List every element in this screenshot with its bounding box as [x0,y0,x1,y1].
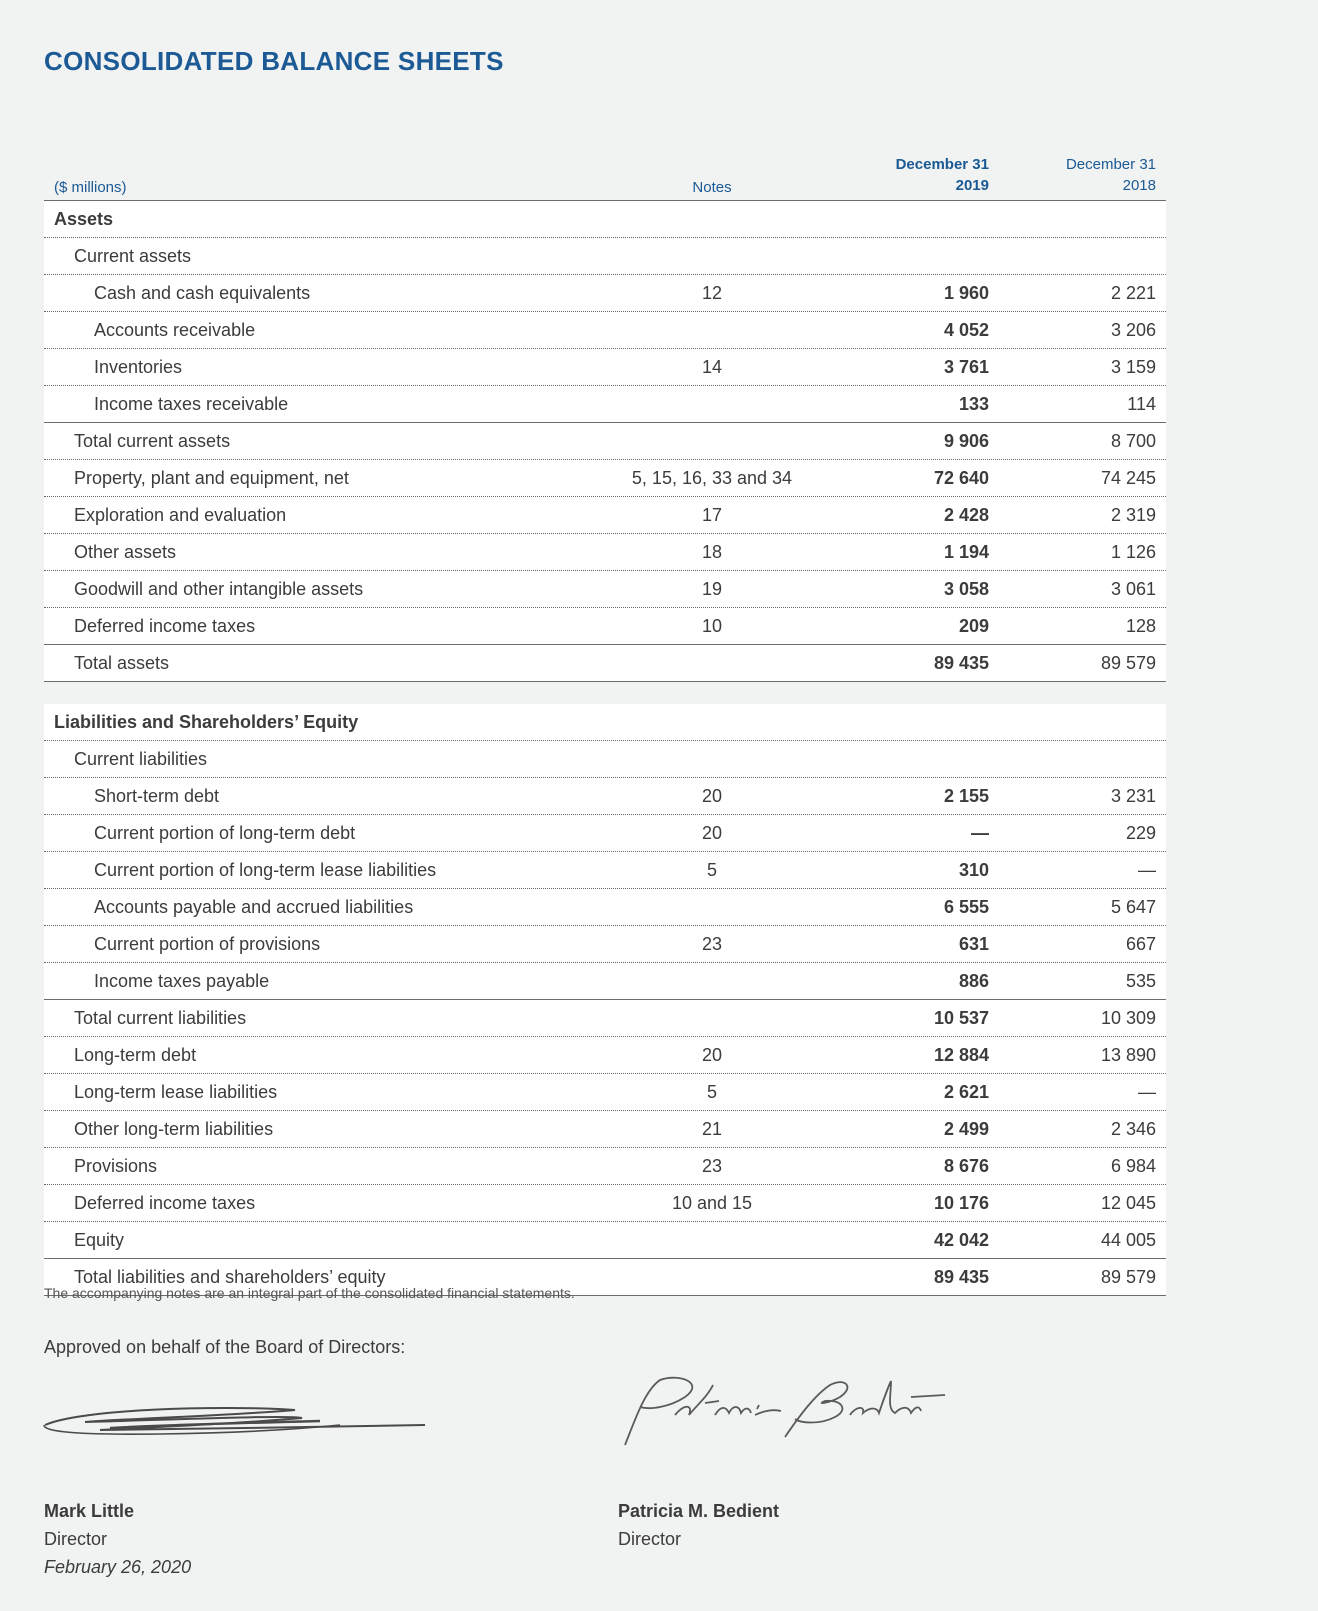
balance-sheet-table [44,150,1166,1296]
row-label: Inventories [94,357,183,377]
table-row [44,1037,1166,1074]
table-row [44,534,1166,571]
value-2018: 8 700 [1110,431,1156,451]
value-2019: 89 435 [933,653,989,673]
value-2018: 44 005 [1100,1230,1156,1250]
row-label: Current portion of provisions [94,934,321,954]
table-row [44,349,1166,386]
value-2018: — [1138,1082,1156,1102]
table-row [44,889,1166,926]
value-2018: 3 231 [1110,786,1156,806]
table-row [44,386,1166,423]
row-label: Total current liabilities [74,1008,247,1028]
row-label: Current liabilities [74,749,208,769]
row-label: Income taxes receivable [94,394,289,414]
value-2019: 42 042 [933,1230,989,1250]
liabilities-rows [44,741,1166,1296]
row-label: Goodwill and other intangible assets [74,579,364,599]
row-notes: 23 [701,934,723,954]
value-2019: 3 761 [943,357,989,377]
table-row [44,275,1166,312]
row-label: Short-term debt [94,786,220,806]
table-row [44,312,1166,349]
value-2019: 4 052 [943,320,989,340]
value-2019: 3 058 [943,579,989,599]
row-label: Equity [74,1230,125,1250]
row-notes: 5 [706,860,717,880]
value-2018: 2 221 [1110,283,1156,303]
table-row [44,1074,1166,1111]
value-2018: 3 159 [1110,357,1156,377]
value-2018: 1 126 [1110,542,1156,562]
value-2019: 8 676 [943,1156,989,1176]
value-2018: 128 [1125,616,1156,636]
row-notes: 10 [701,616,723,636]
value-2019: 209 [958,616,989,636]
table-row [44,963,1166,1000]
value-2018: 2 319 [1110,505,1156,525]
table-row [44,815,1166,852]
value-2019: 886 [958,971,989,991]
table-row [44,571,1166,608]
row-label: Property, plant and equipment, net [74,468,349,488]
row-notes: 21 [701,1119,723,1139]
table-header [44,150,1166,201]
table-row [44,460,1166,497]
value-2019: 2 155 [943,786,989,806]
signing-date: February 26, 2020 [44,1557,192,1577]
value-2018: 10 309 [1100,1008,1156,1028]
value-2019: 12 884 [933,1045,989,1065]
value-2018: 12 045 [1100,1193,1156,1213]
approval-statement: Approved on behalf of the Board of Directors: [44,1337,406,1357]
notes-column-header: Notes [692,179,732,196]
value-2019: 72 640 [933,468,989,488]
row-label: Income taxes payable [94,971,270,991]
value-2018: 3 206 [1110,320,1156,340]
value-2019: 310 [958,860,989,880]
table-row [44,238,1166,275]
value-2019: 1 960 [943,283,989,303]
signature-mark-little [40,1395,440,1460]
value-2018: 6 984 [1110,1156,1156,1176]
row-label: Accounts receivable [94,320,256,340]
table-row [44,852,1166,889]
row-label: Total assets [74,653,170,673]
table-row [44,1222,1166,1259]
row-label: Long-term debt [74,1045,197,1065]
assets-rows [44,238,1166,682]
table-row [44,423,1166,460]
value-2018: 89 579 [1100,1267,1156,1287]
value-2018: 535 [1125,971,1156,991]
value-2019: 9 906 [943,431,989,451]
signer-role: Director [618,1529,682,1549]
value-2019: 1 194 [943,542,989,562]
units-label: ($ millions) [54,179,127,196]
value-2019: 10 176 [933,1193,989,1213]
row-label: Exploration and evaluation [74,505,287,525]
row-label: Current portion of long-term lease liabilities [94,860,437,880]
value-2019: 2 499 [943,1119,989,1139]
footnote: The accompanying notes are an integral part of the consolidated financial statements. [44,1285,575,1301]
table-row [44,926,1166,963]
table-row [44,778,1166,815]
row-notes: 14 [701,357,723,377]
row-label: Provisions [74,1156,158,1176]
value-2019: — [971,823,989,843]
table-row [44,497,1166,534]
row-label: Other assets [74,542,177,562]
value-2019: 2 428 [943,505,989,525]
row-notes: 5 [706,1082,717,1102]
value-2019: 6 555 [943,897,989,917]
row-label: Other long-term liabilities [74,1119,274,1139]
row-label: Total liabilities and shareholders’ equity [74,1267,386,1287]
table-row [44,1111,1166,1148]
row-notes: 20 [701,786,723,806]
row-notes: 20 [701,1045,723,1065]
column-header-2018: December 31 2018 [1065,156,1156,194]
value-2018: 3 061 [1110,579,1156,599]
page-title: CONSOLIDATED BALANCE SHEETS [44,46,504,76]
row-label: Current assets [74,246,192,266]
value-2019: 133 [958,394,989,414]
table-row [44,1148,1166,1185]
signature-patricia-bedient [615,1375,965,1460]
value-2019: 89 435 [933,1267,989,1287]
value-2019: 631 [958,934,989,954]
liabilities-section-heading: Liabilities and Shareholders’ Equity [44,704,1166,741]
signer-name: Patricia M. Bedient [618,1501,780,1521]
value-2018: 5 647 [1110,897,1156,917]
row-notes: 5, 15, 16, 33 and 34 [631,468,793,488]
value-2018: 229 [1125,823,1156,843]
value-2018: 74 245 [1100,468,1156,488]
row-notes: 17 [701,505,723,525]
assets-section-heading: Assets [44,201,1166,238]
table-row [44,741,1166,778]
signer-name: Mark Little [44,1501,135,1521]
row-notes: 20 [701,823,723,843]
signer-patricia-bedient [618,1497,779,1553]
row-notes: 19 [701,579,723,599]
signer-mark-little [44,1497,191,1581]
row-label: Long-term lease liabilities [74,1082,278,1102]
table-row [44,1185,1166,1222]
column-header-2019: December 31 2019 [895,156,989,194]
row-notes: 12 [701,283,723,303]
table-row [44,645,1166,682]
table-row [44,608,1166,645]
row-label: Accounts payable and accrued liabilities [94,897,414,917]
signer-role: Director [44,1529,108,1549]
row-notes: 10 and 15 [671,1193,753,1213]
row-label: Current portion of long-term debt [94,823,356,843]
value-2018: — [1138,860,1156,880]
row-notes: 18 [701,542,723,562]
row-label: Deferred income taxes [74,1193,256,1213]
row-label: Deferred income taxes [74,616,256,636]
row-notes: 23 [701,1156,723,1176]
table-row [44,1000,1166,1037]
value-2018: 667 [1125,934,1156,954]
value-2018: 114 [1127,394,1156,414]
value-2018: 13 890 [1100,1045,1156,1065]
value-2018: 89 579 [1100,653,1156,673]
value-2018: 2 346 [1110,1119,1156,1139]
row-label: Total current assets [74,431,231,451]
value-2019: 2 621 [943,1082,989,1102]
row-label: Cash and cash equivalents [94,283,311,303]
value-2019: 10 537 [933,1008,989,1028]
